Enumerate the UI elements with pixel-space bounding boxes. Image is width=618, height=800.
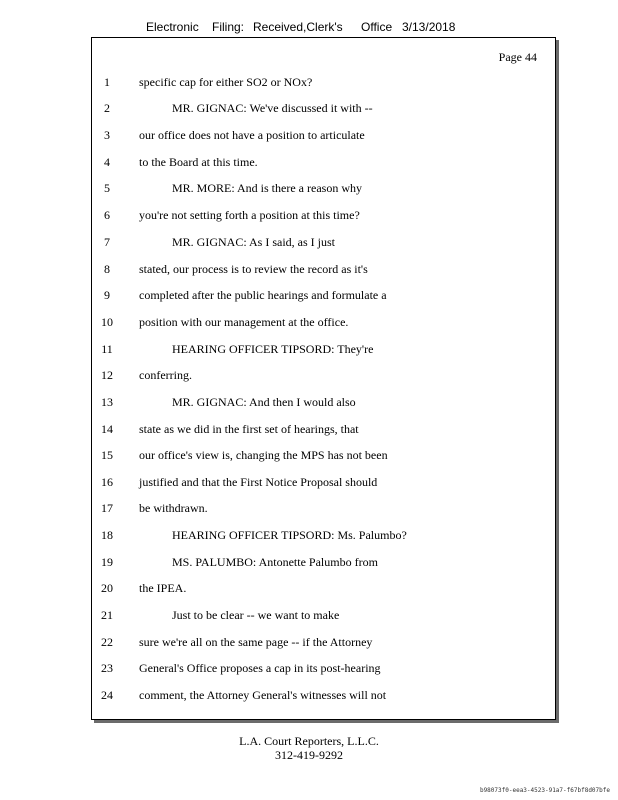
transcript-line	[92, 288, 555, 306]
line-number: 16	[101, 475, 113, 489]
line-number: 18	[101, 528, 113, 542]
transcript-line	[92, 661, 555, 679]
line-text: the IPEA.	[139, 581, 187, 595]
line-number: 24	[101, 688, 113, 702]
line-number: 13	[101, 395, 113, 409]
transcript-line	[92, 688, 555, 706]
transcript-line	[92, 101, 555, 119]
line-text: comment, the Attorney General's witnesses will not	[139, 688, 387, 702]
transcript-line	[92, 235, 555, 253]
line-number: 7	[104, 235, 110, 249]
line-text: conferring.	[139, 368, 192, 382]
document-hash: b98073f0-eea3-4523-91a7-f67bf8d07bfe	[479, 787, 610, 794]
line-number: 17	[101, 501, 113, 515]
line-text: completed after the public hearings and formulate a	[139, 288, 387, 302]
transcript-line	[92, 475, 555, 493]
line-number: 19	[101, 555, 113, 569]
line-number: 11	[101, 342, 113, 356]
line-text: position with our management at the office.	[139, 315, 349, 329]
line-text: MS. PALUMBO: Antonette Palumbo from	[172, 555, 378, 569]
line-text: you're not setting forth a position at this time?	[139, 208, 360, 222]
line-number: 5	[104, 181, 110, 195]
header-electronic: Electronic	[146, 20, 199, 34]
transcript-line	[92, 635, 555, 653]
header-office: Office	[361, 20, 393, 34]
transcript-line	[92, 395, 555, 413]
line-text: HEARING OFFICER TIPSORD: They're	[172, 342, 374, 356]
line-text: Just to be clear -- we want to make	[172, 608, 340, 622]
line-number: 12	[101, 368, 113, 382]
line-text: state as we did in the first set of hearings, that	[139, 422, 359, 436]
line-text: to the Board at this time.	[139, 155, 258, 169]
line-text: be withdrawn.	[139, 501, 208, 515]
line-text: our office does not have a position to articulate	[139, 128, 365, 142]
line-number: 14	[101, 422, 113, 436]
line-number: 20	[101, 581, 113, 595]
line-number: 23	[101, 661, 113, 675]
line-text: MR. MORE: And is there a reason why	[172, 181, 362, 195]
transcript-line	[92, 528, 555, 546]
transcript-line	[92, 181, 555, 199]
line-text: justified and that the First Notice Proposal should	[139, 475, 378, 489]
transcript-line	[92, 128, 555, 146]
transcript-line	[92, 155, 555, 173]
transcript-line	[92, 342, 555, 360]
transcript-line	[92, 448, 555, 466]
transcript-line	[92, 262, 555, 280]
page-number: Page 44	[498, 50, 537, 64]
transcript-line	[92, 208, 555, 226]
line-text: MR. GIGNAC: And then I would also	[172, 395, 356, 409]
transcript-page	[91, 37, 556, 720]
line-number: 15	[101, 448, 113, 462]
line-number: 2	[104, 101, 110, 115]
line-number: 8	[104, 262, 110, 276]
header-date: 3/13/2018	[402, 20, 456, 34]
footer-phone: 312-419-9292	[275, 748, 343, 762]
line-number: 3	[104, 128, 110, 142]
line-number: 4	[104, 155, 110, 169]
transcript-line	[92, 315, 555, 333]
transcript-line	[92, 501, 555, 519]
line-number: 22	[101, 635, 113, 649]
line-number: 21	[101, 608, 113, 622]
transcript-line	[92, 422, 555, 440]
line-number: 10	[101, 315, 113, 329]
line-text: General's Office proposes a cap in its post-hearing	[139, 661, 381, 675]
transcript-line	[92, 608, 555, 626]
header-received-clerks: Received,Clerk's	[253, 20, 343, 34]
line-number: 1	[104, 75, 110, 89]
line-text: HEARING OFFICER TIPSORD: Ms. Palumbo?	[172, 528, 407, 542]
line-number: 6	[104, 208, 110, 222]
line-text: MR. GIGNAC: As I said, as I just	[172, 235, 336, 249]
line-text: our office's view is, changing the MPS has not been	[139, 448, 388, 462]
line-text: sure we're all on the same page -- if the Attorney	[139, 635, 373, 649]
line-text: stated, our process is to review the record as it's	[139, 262, 368, 276]
line-text: MR. GIGNAC: We've discussed it with --	[172, 101, 373, 115]
line-text: specific cap for either SO2 or NOx?	[139, 75, 313, 89]
transcript-line	[92, 555, 555, 573]
transcript-line	[92, 75, 555, 93]
transcript-line	[92, 581, 555, 599]
line-number: 9	[104, 288, 110, 302]
header-filing: Filing:	[212, 20, 245, 34]
footer-company: L.A. Court Reporters, L.L.C.	[239, 734, 379, 748]
filing-header	[0, 20, 618, 36]
transcript-line	[92, 368, 555, 386]
